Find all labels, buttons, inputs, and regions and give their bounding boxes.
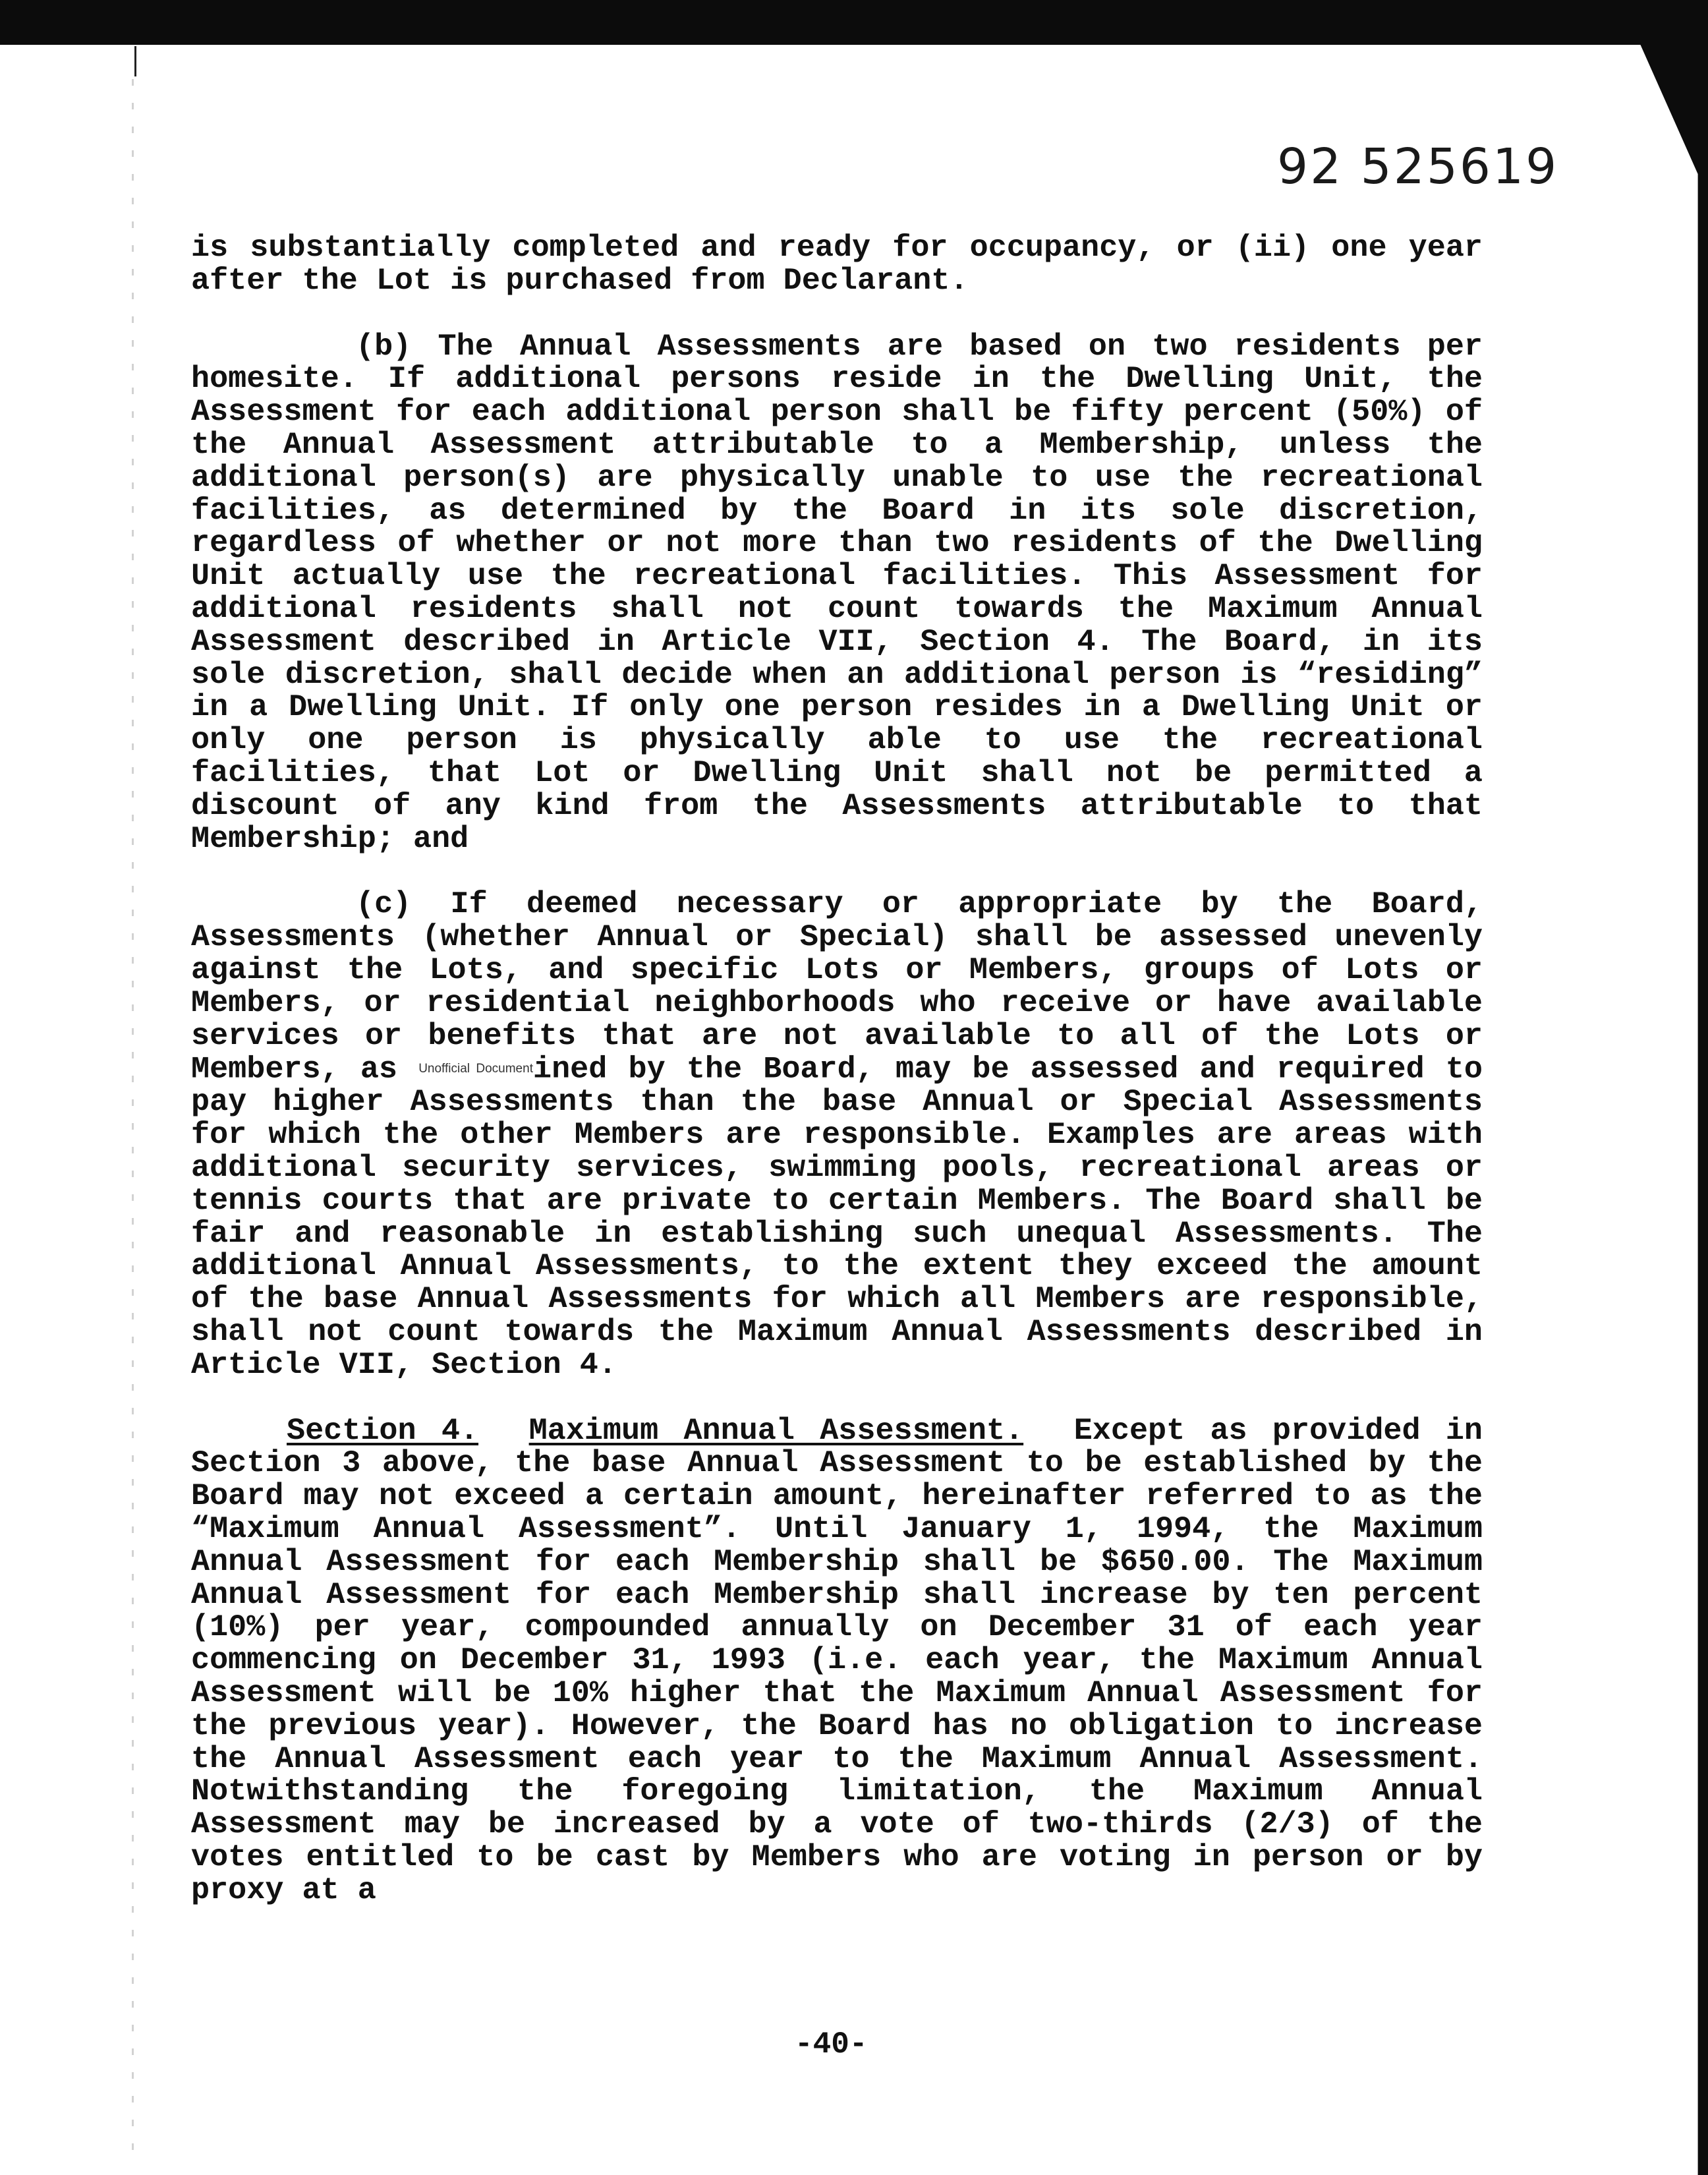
- section-4-paragraph: [191, 1415, 1483, 1907]
- paragraph-c-part2: ined by the Board, may be assessed and required to pay higher Assessments than the base Annual or Special Assessments for which the other Members are responsible. Examples are areas with additional security services, swimming pools, recreational areas or tennis courts that are private to certain Members. The Board shall be fair and reasonable in establishing such unequal Assessments. The additional Annual Assessments, to the extent they exceed the amount of the base Annual Assessments for which all Members are responsible, shall not count towards the Maximum Annual Assessments described in Article VII, Section 4.: [191, 1052, 1483, 1383]
- section-4-title: Maximum Annual Assessment.: [528, 1413, 1024, 1449]
- document-body: [191, 232, 1483, 1940]
- paragraph-continuation: is substantially completed and ready for occupancy, or (ii) one year after the Lot is purchased from Declarant.: [191, 231, 1483, 299]
- unofficial-document-watermark: Unofficial Document: [418, 1062, 533, 1076]
- page-number: -40-: [795, 2027, 868, 2062]
- section-4-label: Section 4.: [287, 1413, 479, 1449]
- scan-tick-mark: [134, 46, 136, 76]
- section-4-body: Except as provided in Section 3 above, the base Annual Assessment to be established by the Board may not exceed a certain amount, hereinafter referred to as the “Maximum Annual Assessment”. Until January 1, 1994, the Maximum Annual Assessment for each Membership shall be $650.00. The Maximum Annual Assessment for each Membership shall increase by ten percent (10%) per year, compounded annually on December 31 of each year commencing on December 31, 1993 (i.e. each year, the Maximum Annual Assessment will be 10% higher that the Maximum Annual Assessment for the previous year). However, the Board has no obligation to increase the Annual Assessment each year to the Maximum Annual Assessment. Notwithstanding the foregoing limitation, the Maximum Annual Assessment may be increased by a vote of two-thirds (2/3) of the votes entitled to be cast by Members who are voting in person or by proxy at a: [191, 1413, 1483, 1908]
- binding-margin-mark: [132, 79, 134, 2155]
- recording-number: 92 525619: [1277, 138, 1559, 195]
- scan-border-right: [1636, 0, 1708, 2175]
- paragraph-c: [191, 888, 1483, 1381]
- scan-border-top: [0, 0, 1708, 45]
- paragraph-c-part1: (c) If deemed necessary or appropriate by the Board, Assessments (whether Annual or Special) shall be assessed unevenly against the Lots, and specific Lots or Members, groups of Lots or Members, or residential neighborhoods who receive or have available services or benefits that are not available to all of the Lots or Members, as: [191, 887, 1483, 1088]
- paragraph-b: (b) The Annual Assessments are based on two residents per homesite. If additional persons reside in the Dwelling Unit, the Assessment for each additional person shall be fifty percent (50%) of the Annual Assessment attributable to a Membership, unless the additional person(s) are physically unable to use the recreational facilities, as determined by the Board in its sole discretion, regardless of whether or not more than two residents of the Dwelling Unit actually use the recreational facilities. This Assessment for additional residents shall not count towards the Maximum Annual Assessment described in Article VII, Section 4. The Board, in its sole discretion, shall decide when an additional person is “residing” in a Dwelling Unit. If only one person resides in a Dwelling Unit or only one person is physically able to use the recreational facilities, that Lot or Dwelling Unit shall not be permitted a discount of any kind from the Assessments attributable to that Membership; and: [191, 329, 1483, 857]
